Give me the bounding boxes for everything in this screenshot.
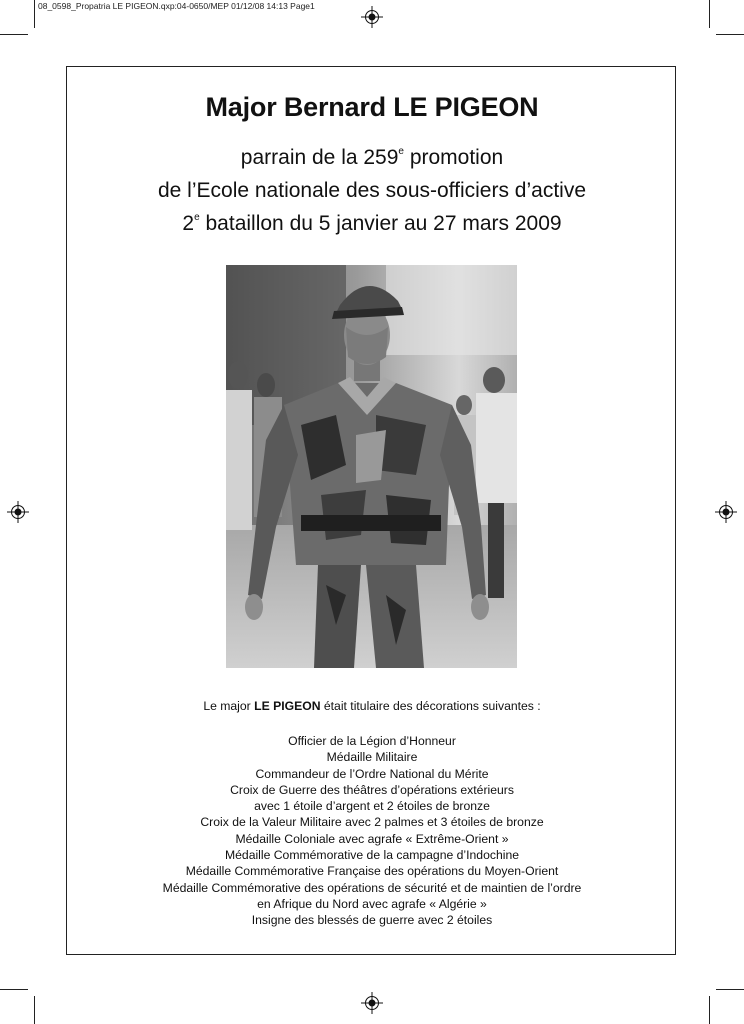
school-line: de l’Ecole nationale des sous-officiers d’active — [157, 179, 587, 202]
registration-mark-right — [715, 501, 737, 523]
intro-pre: Le major — [203, 699, 255, 713]
promotion-line-post: promotion — [403, 146, 504, 169]
promotion-line-sup: e — [398, 146, 404, 157]
decoration-line: Commandeur de l’Ordre National du Mérite — [255, 766, 489, 781]
page-title: Major Bernard LE PIGEON — [205, 92, 539, 122]
decoration-line: Médaille Militaire — [326, 750, 418, 765]
battalion-line — [0, 212, 744, 236]
decoration-line: Médaille Coloniale avec agrafe « Extrême-Orient » — [235, 831, 509, 846]
intro-post: était titulaire des décorations suivantes : — [320, 699, 541, 713]
portrait-photo — [226, 265, 517, 668]
crop-mark-bottom-left-h — [0, 989, 28, 990]
registration-mark-left — [7, 501, 29, 523]
battalion-line-pre: 2 — [182, 212, 195, 235]
crop-mark-bottom-left-v — [34, 996, 35, 1024]
crop-mark-top-left-h — [0, 34, 28, 35]
battalion-line-sup: e — [194, 212, 200, 223]
crop-mark-top-right-v — [709, 0, 710, 28]
print-slug: 08_0598_Propatria LE PIGEON.qxp:04-0650/MEP 01/12/08 14:13 Page1 — [38, 1, 315, 11]
promotion-line — [0, 146, 744, 170]
registration-mark-top — [361, 6, 383, 28]
decoration-line: Officier de la Légion d’Honneur — [288, 734, 456, 748]
decoration-line: Croix de la Valeur Militaire avec 2 palmes et 3 étoiles de bronze — [200, 815, 544, 830]
decorations-intro — [0, 699, 744, 713]
decoration-line: Croix de Guerre des théâtres d’opérations extérieurs — [230, 782, 514, 797]
decoration-line: en Afrique du Nord avec agrafe « Algérie » — [257, 896, 487, 911]
decoration-line: Insigne des blessés de guerre avec 2 étoiles — [251, 913, 493, 928]
decoration-line: Médaille Commémorative des opérations de sécurité et de maintien de l’ordre — [162, 880, 582, 895]
crop-mark-top-left-v — [34, 0, 35, 28]
registration-mark-bottom — [361, 992, 383, 1014]
decoration-line: Médaille Commémorative de la campagne d’Indochine — [224, 848, 519, 863]
crop-mark-bottom-right-v — [709, 996, 710, 1024]
decoration-line: avec 1 étoile d’argent et 2 étoiles de bronze — [254, 799, 490, 814]
intro-name: LE PIGEON — [254, 699, 321, 713]
decorations-list — [0, 733, 744, 929]
decoration-line: Médaille Commémorative Française des opérations du Moyen-Orient — [185, 864, 559, 879]
promotion-line-pre: parrain de la 259 — [240, 146, 399, 169]
crop-mark-top-right-h — [716, 34, 744, 35]
crop-mark-bottom-right-h — [716, 989, 744, 990]
battalion-line-post: bataillon du 5 janvier au 27 mars 2009 — [199, 212, 562, 235]
